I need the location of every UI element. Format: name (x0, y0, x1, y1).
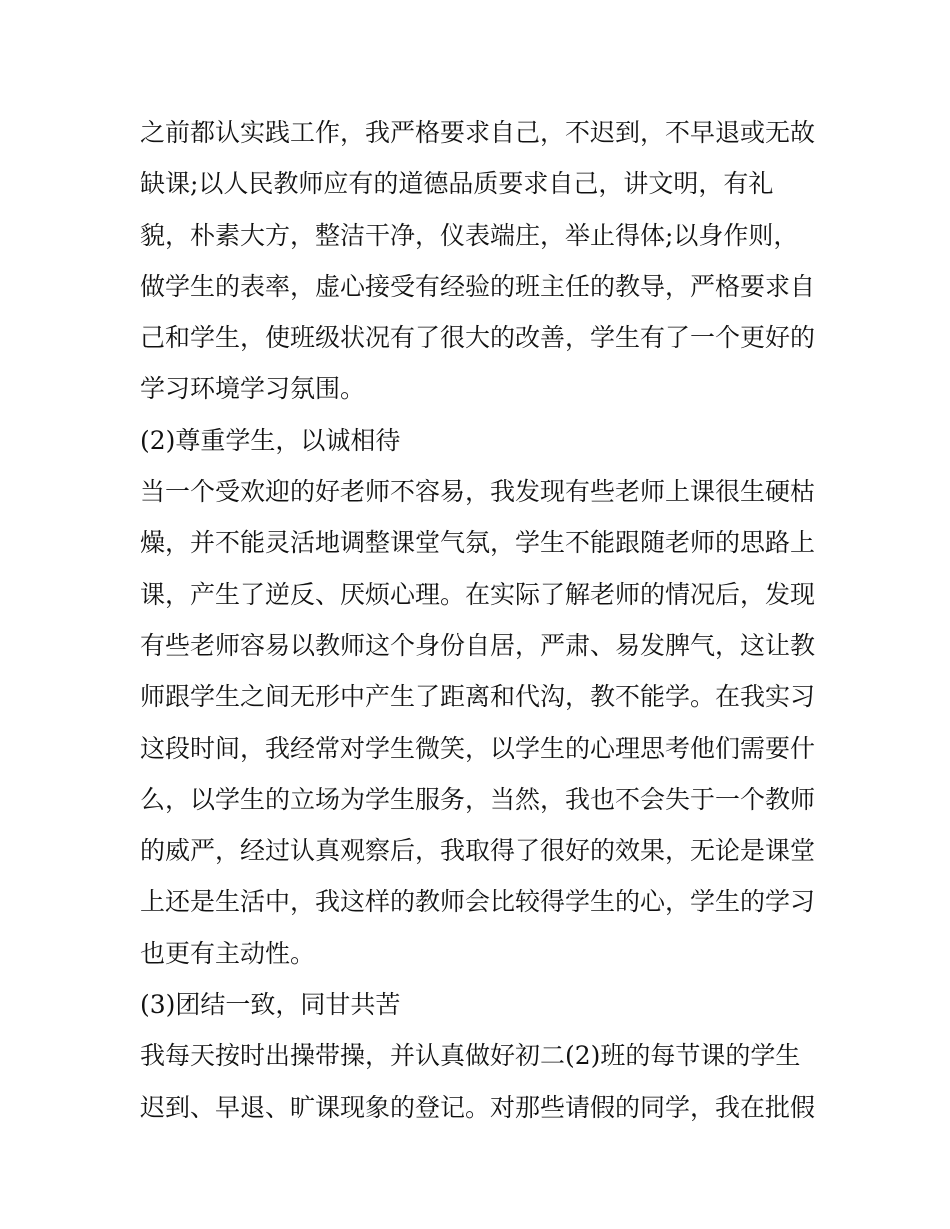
text-line: 之前都认实践工作，我严格要求自己，不迟到，不早退或无故 (140, 118, 816, 147)
text-line: 这段时间，我经常对学生微笑，以学生的心理思考他们需要什 (140, 733, 816, 763)
section-heading: (3)团结一致，同甘共苦 (140, 990, 401, 1020)
text-line: 貌，朴素大方，整洁干净，仪表端庄，举止得体;以身作则， (140, 220, 799, 250)
text-line: 我每天按时出操带操，并认真做好初二(2)班的每节课的学生 (140, 1041, 801, 1071)
text-line: 缺课;以人民教师应有的道德品质要求自己，讲文明，有礼 (140, 169, 774, 199)
text-line: 学习环境学习氛围。 (140, 374, 366, 404)
text-line: 课，产生了逆反、厌烦心理。在实际了解老师的情况后，发现 (140, 579, 816, 609)
text-line: 有些老师容易以教师这个身份自居，严肃、易发脾气，这让教 (140, 630, 816, 660)
section-heading: (2)尊重学生，以诚相待 (140, 425, 401, 455)
text-line: 么，以学生的立场为学生服务，当然，我也不会失于一个教师 (140, 784, 816, 814)
text-line: 己和学生，使班级状况有了很大的改善，学生有了一个更好的 (140, 323, 816, 353)
text-line: 也更有主动性。 (140, 938, 316, 968)
text-line: 做学生的表率，虚心接受有经验的班主任的教导，严格要求自 (140, 271, 816, 301)
text-line: 上还是生活中，我这样的教师会比较得学生的心，学生的学习 (140, 887, 816, 917)
text-line: 师跟学生之间无形中产生了距离和代沟，教不能学。在我实习 (140, 682, 816, 712)
text-line: 迟到、早退、旷课现象的登记。对那些请假的同学，我在批假 (140, 1092, 816, 1122)
body-text (140, 107, 820, 1133)
text-line: 燥，并不能灵活地调整课堂气氛，学生不能跟随老师的思路上 (140, 528, 816, 558)
text-line: 的威严，经过认真观察后，我取得了很好的效果，无论是课堂 (140, 836, 816, 866)
text-line: 当一个受欢迎的好老师不容易，我发现有些老师上课很生硬枯 (140, 477, 816, 507)
